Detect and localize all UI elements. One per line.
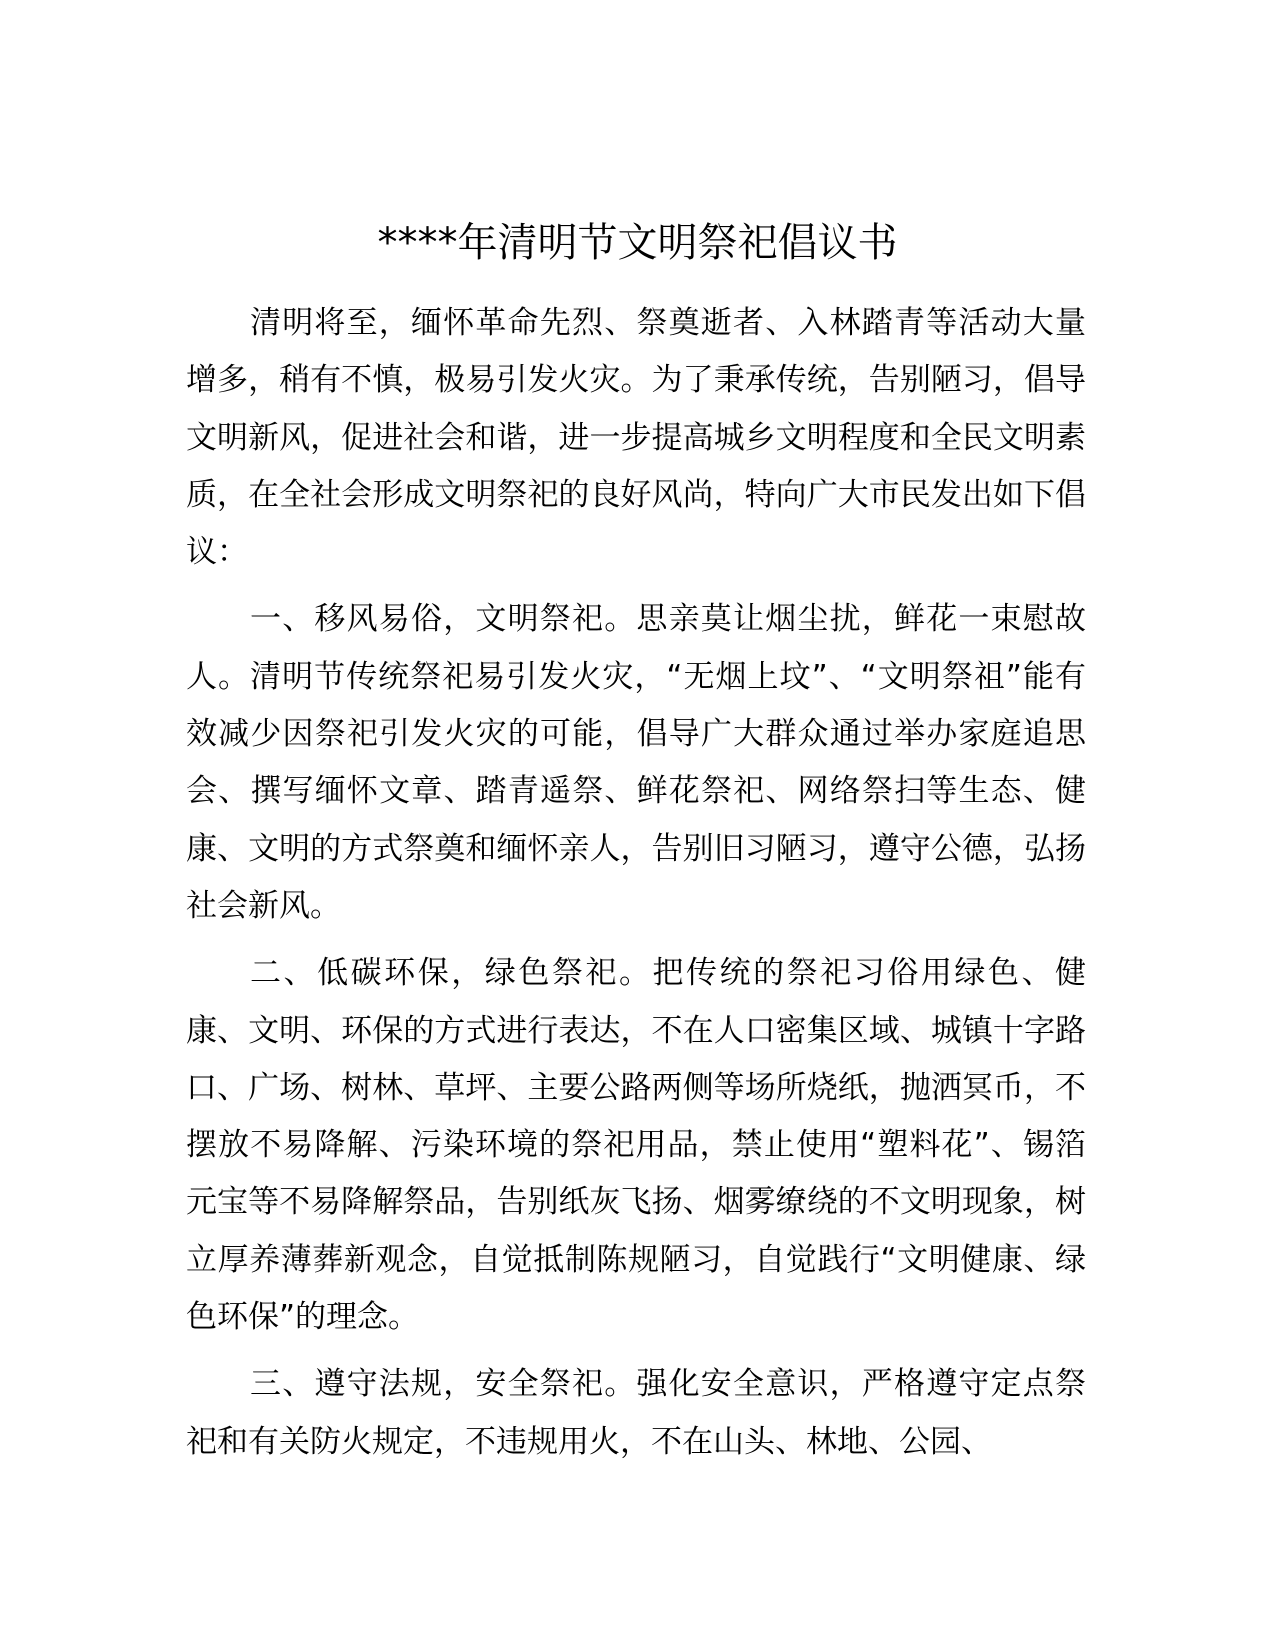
document-title: ****年清明节文明祭祀倡议书 xyxy=(377,220,898,266)
paragraph-intro: 清明将至，缅怀革命先烈、祭奠逝者、入林踏青等活动大量增多，稍有不慎，极易引发火灾。为了秉承传统，告别陋习，倡导文明新风，促进社会和谐，进一步提高城乡文明程度和全民文明素质，在全社会形成文明祭祀的良好风尚，特向广大市民发出如下倡议： xyxy=(186,305,1086,571)
paragraph-item-3: 三、遵守法规，安全祭祀。强化安全意识，严格遵守定点祭祀和有关防火规定，不违规用火，不在山头、林地、公园、 xyxy=(186,1366,1086,1460)
paragraph-item-1: 一、移风易俗，文明祭祀。思亲莫让烟尘扰，鲜花一束慰故人。清明节传统祭祀易引发火灾，“无烟上坟”、“文明祭祖”能有效减少因祭祀引发火灾的可能，倡导广大群众通过举办家庭追思会、撰写缅怀文章、踏青遥祭、鲜花祭祀、网络祭扫等生态、健康、文明的方式祭奠和缅怀亲人，告别旧习陋习，遵守公德，弘扬社会新风。 xyxy=(186,601,1086,924)
document-body xyxy=(186,295,1086,1481)
paragraph-item-2: 二、低碳环保，绿色祭祀。把传统的祭祀习俗用绿色、健康、文明、环保的方式进行表达，不在人口密集区域、城镇十字路口、广场、树林、草坪、主要公路两侧等场所烧纸，抛洒冥币，不摆放不易降解、污染环境的祭祀用品，禁止使用“塑料花”、锡箔元宝等不易降解祭品，告别纸灰飞扬、烟雾缭绕的不文明现象，树立厚养薄葬新观念，自觉抵制陈规陋习，自觉践行“文明健康、绿色环保”的理念。 xyxy=(186,955,1086,1336)
